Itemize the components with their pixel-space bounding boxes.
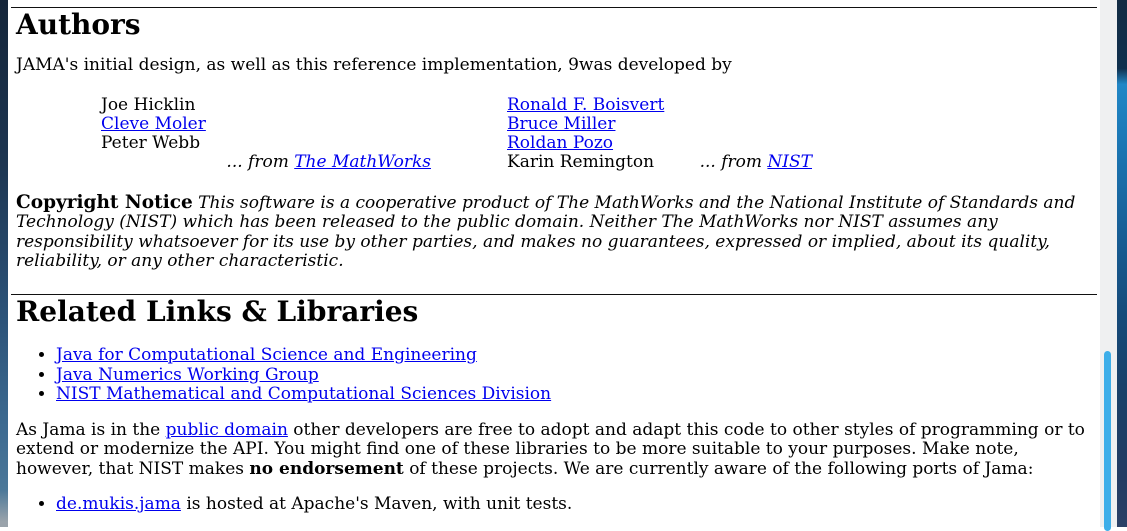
author-link-roldan-pozo[interactable]: Roldan Pozo: [507, 133, 613, 153]
author-name: Karin Remington: [507, 153, 654, 172]
public-domain-link[interactable]: public domain: [166, 420, 288, 440]
page-content: [8, 0, 1100, 527]
left-edge-strip: [0, 0, 8, 527]
link-java-computational-science[interactable]: Java for Computational Science and Engineering: [56, 345, 477, 365]
author-link-ronald-boisvert[interactable]: Ronald F. Boisvert: [507, 95, 664, 115]
list-item: [56, 495, 1092, 515]
ports-list: [16, 495, 1092, 515]
author-name: Joe Hicklin: [101, 96, 431, 115]
author-name: Peter Webb: [101, 134, 431, 153]
link-java-numerics-working-group[interactable]: Java Numerics Working Group: [56, 365, 319, 385]
adopt-text: of these projects. We are currently aware of the following ports of Jama:: [404, 459, 1034, 479]
list-item: [56, 385, 1092, 405]
scrollbar-track[interactable]: [1100, 0, 1117, 527]
authors-column-nist: [507, 96, 812, 172]
copyright-label: Copyright Notice: [16, 192, 193, 213]
related-links-list: [16, 346, 1092, 405]
adopt-text: As Jama is in the: [16, 420, 166, 440]
authors-heading: Authors: [16, 10, 1092, 39]
link-nist-math-division[interactable]: NIST Mathematical and Computational Sciences Division: [56, 384, 551, 404]
copyright-text: This software is a cooperative product of The MathWorks and the National Institute of Standards and Technology (NIST) which has been released to the public domain. Neither The MathWorks nor NIST assumes any responsibility whatsoever for its use by other parties, and makes no guarantees, expressed or implied, about its quality, reliability, or any other characteristic.: [16, 193, 1075, 272]
de-mukis-jama-link[interactable]: de.mukis.jama: [56, 494, 181, 514]
divider-top: [11, 7, 1097, 8]
related-links-heading: Related Links & Libraries: [16, 297, 1092, 326]
scrollbar-thumb[interactable]: [1104, 351, 1111, 531]
from-mathworks-line: [101, 153, 431, 172]
from-nist-line: [507, 153, 812, 172]
from-prefix: ... from: [226, 152, 294, 172]
right-edge-strip: [1117, 0, 1127, 527]
adopt-text: other developers are free to adopt and adapt this code to other styles of programming or to extend or modernize the API. You might find one of these libraries to be more suitable to your purposes. Make note, however, that NIST makes: [16, 420, 1085, 479]
port-description: is hosted at Apache's Maven, with unit tests.: [181, 494, 572, 514]
author-link-cleve-moler[interactable]: Cleve Moler: [101, 114, 206, 134]
list-item: [56, 346, 1092, 366]
nist-link[interactable]: NIST: [767, 152, 812, 172]
authors-table: [101, 96, 1092, 172]
adopt-paragraph: [16, 421, 1092, 480]
authors-intro: JAMA's initial design, as well as this reference implementation, 9was developed by: [16, 56, 1092, 76]
from-prefix: ... from: [700, 152, 768, 172]
author-link-bruce-miller[interactable]: Bruce Miller: [507, 114, 615, 134]
mathworks-link[interactable]: The MathWorks: [294, 152, 431, 172]
no-endorsement-text: no endorsement: [249, 459, 403, 479]
authors-column-mathworks: [101, 96, 431, 172]
copyright-paragraph: [16, 193, 1092, 272]
list-item: [56, 366, 1092, 386]
